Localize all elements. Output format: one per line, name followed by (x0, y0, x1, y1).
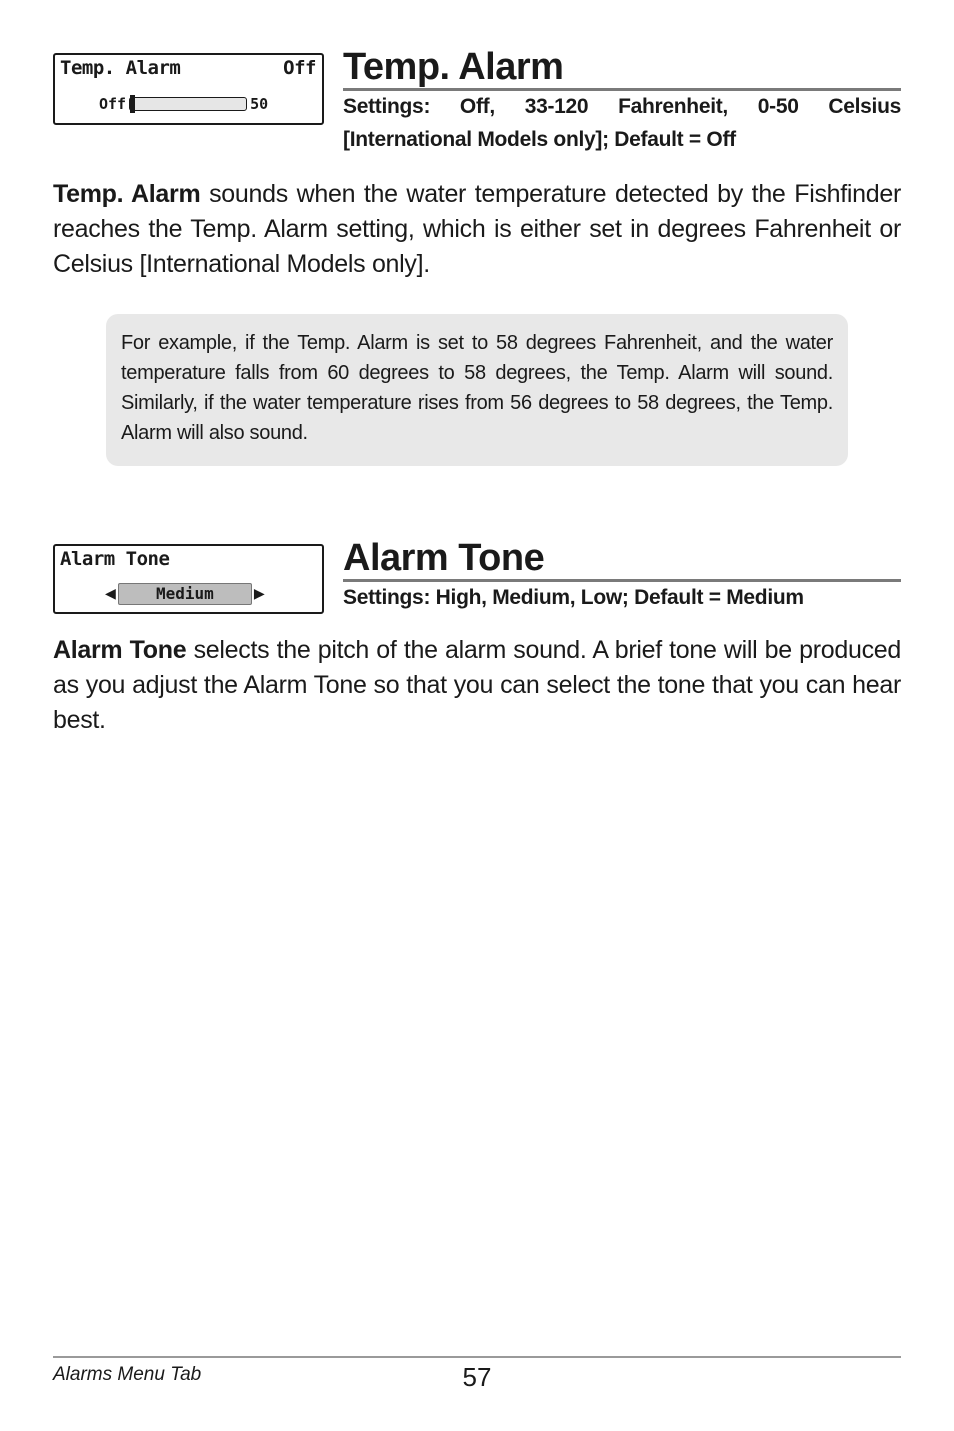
alarm-tone-description (53, 633, 901, 738)
alarm-tone-widget-value: Medium (118, 583, 252, 605)
slider-max-label: 50 (250, 95, 269, 113)
temp-alarm-term: Temp. Alarm (53, 180, 201, 208)
alarm-tone-description-text: selects the pitch of the alarm sound. A brief tone will be produced as you adjust the Alarm Tone so that you can select the tone that you can hear best. (53, 636, 902, 734)
slider-track (129, 97, 247, 111)
right-arrow-icon: ▶ (253, 583, 265, 604)
page-number: 57 (462, 1362, 492, 1392)
alarm-tone-widget-title: Alarm Tone (60, 548, 170, 570)
temp-alarm-slider (99, 95, 268, 113)
alarm-tone-selector (105, 583, 265, 605)
footer-section-title: Alarms Menu Tab (53, 1364, 202, 1385)
slider-thumb (130, 95, 135, 113)
left-arrow-icon: ◀ (105, 583, 116, 604)
alarm-tone-settings: Settings: High, Medium, Low; Default = Medium (343, 586, 804, 609)
alarm-tone-term: Alarm Tone (53, 636, 187, 664)
temp-alarm-description-text: sounds when the water temperature detected by the Fishfinder reaches the Temp. Alarm setting, which is either set in degrees Fahrenheit or Celsius [International Models only]. (53, 180, 901, 278)
temp-alarm-widget-title: Temp. Alarm (60, 57, 181, 79)
temp-alarm-settings: Settings: Off, 33-120 Fahrenheit, 0-50 Celsius [International Models only]; Default = Off (343, 95, 901, 151)
example-note: For example, if the Temp. Alarm is set to 58 degrees Fahrenheit, and the water temperature falls from 60 degrees to 58 degrees, the Temp. Alarm will sound. Similarly, if the water temperature rises from 56 degrees to 58 degrees, the Temp. Alarm will also sound. (106, 314, 848, 466)
temp-alarm-heading: Temp. Alarm (343, 48, 901, 91)
temp-alarm-widget-value: Off (283, 57, 316, 79)
slider-min-label: Off (99, 95, 127, 113)
alarm-tone-heading: Alarm Tone (343, 539, 901, 582)
footer-divider (53, 1356, 901, 1358)
alarm-tone-menu-widget (53, 544, 324, 614)
temp-alarm-description (53, 177, 901, 282)
temp-alarm-menu-widget (53, 53, 324, 125)
